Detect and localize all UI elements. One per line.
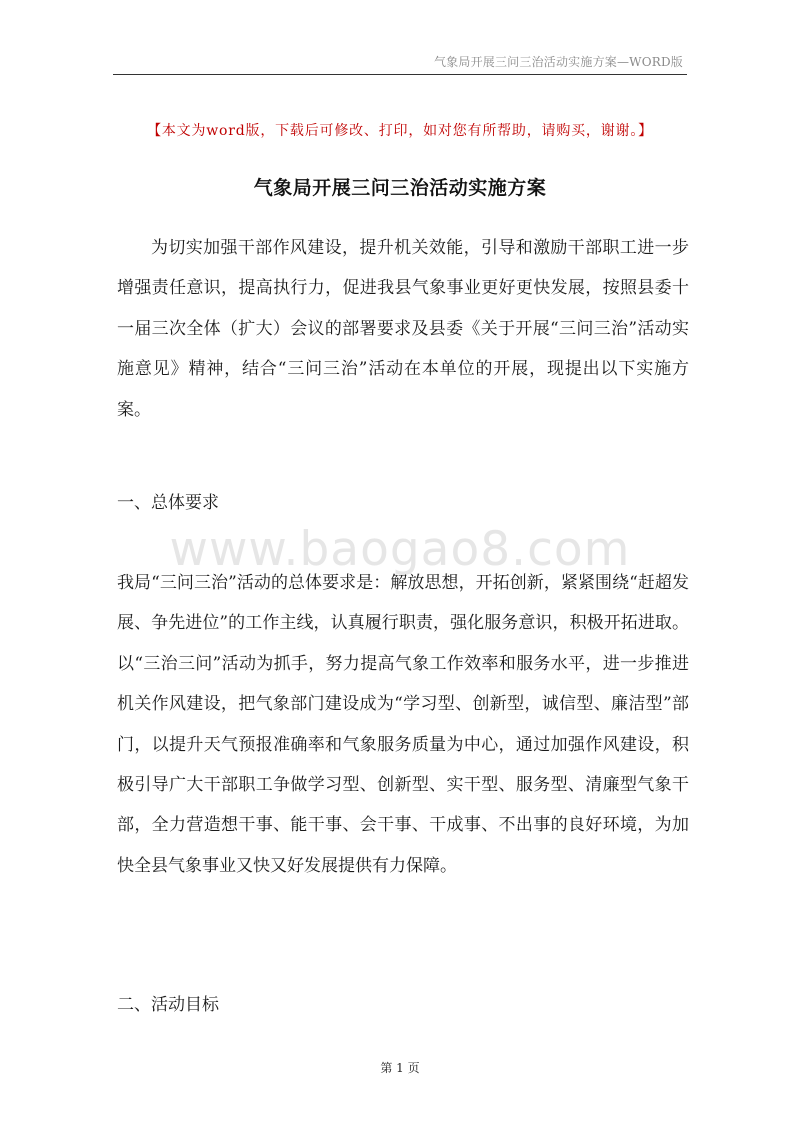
document-title: 气象局开展三问三治活动实施方案 (253, 177, 547, 199)
page-number: 第 1 页 (380, 1061, 420, 1075)
section-heading-activity-goals: 二、活动目标 (117, 995, 219, 1015)
header-divider (113, 74, 687, 75)
download-notice: 【本文为word版，下载后可修改、打印，如对您有所帮助，请购买，谢谢。】 (147, 123, 653, 139)
watermark: www.baogao8.com (169, 522, 631, 577)
section-heading-overall-requirements: 一、总体要求 (117, 493, 219, 513)
section1-paragraph: 我局“三问三治”活动的总体要求是：解放思想，开拓创新，紧紧围绕“赶超发展、争先进位”的工作主线，认真履行职责，强化服务意识，积极开拓进取。以“三治三问”活动为抓手，努力提高气象工作效率和服务水平，进一步推进机关作风建设，把气象部门建设成为“学习型、创新型，诚信型、廉洁型”部门，以提升天气预报准确率和气象服务质量为中心，通过加强作风建设，积极引导广大干部职工争做学习型、创新型、实干型、服务型、清廉型气象干部，全力营造想干事、能干事、会干事、干成事、不出事的良好环境，为加快全县气象事业又快又好发展提供有力保障。 (117, 573, 689, 876)
running-header: 气象局开展三问三治活动实施方案—WORD版 (433, 55, 683, 69)
intro-paragraph: 为切实加强干部作风建设，提升机关效能，引导和激励干部职工进一步增强责任意识，提高执行力，促进我县气象事业更好更快发展，按照县委十一届三次全体（扩大）会议的部署要求及县委《关于开展“三问三治”活动实施意见》精神，结合“三问三治”活动在本单位的开展，现提出以下实施方案。 (117, 238, 689, 420)
